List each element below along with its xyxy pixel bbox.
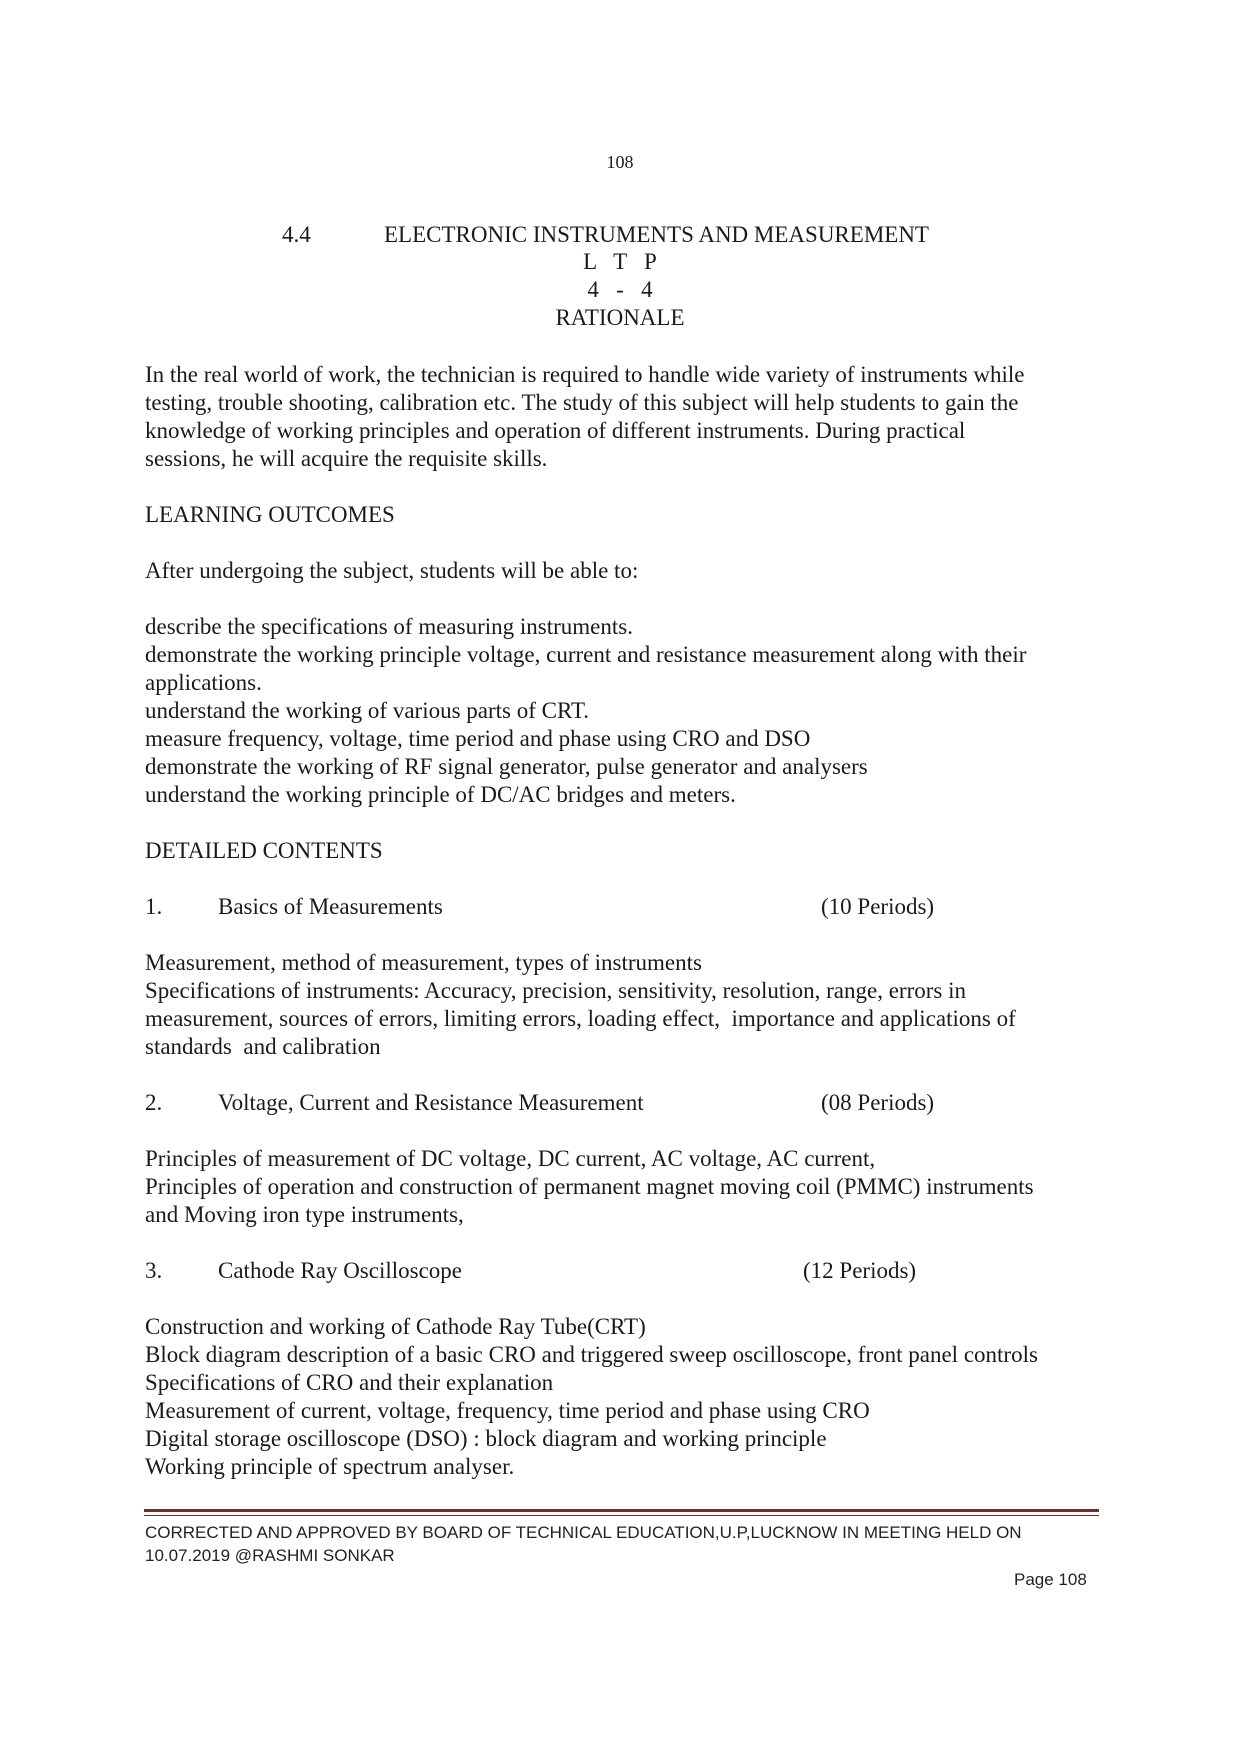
paragraph-line: testing, trouble shooting, calibration etc. The study of this subject will help students to gain the [145, 390, 1019, 415]
footer-rule-thin [144, 1515, 1099, 1516]
unit-line: Principles of measurement of DC voltage, DC current, AC voltage, AC current, [145, 1146, 876, 1171]
paragraph-line: In the real world of work, the technician is required to handle wide variety of instruments while [145, 362, 1025, 387]
detailed-contents-heading: DETAILED CONTENTS [145, 838, 383, 863]
unit-title: Basics of Measurements [218, 894, 443, 919]
footer-approval-line: CORRECTED AND APPROVED BY BOARD OF TECHNICAL EDUCATION,U.P,LUCKNOW IN MEETING HELD ON [145, 1523, 1022, 1542]
section-number: 4.4 [282, 222, 311, 247]
list-item: demonstrate the working principle voltage, current and resistance measurement along with their [145, 642, 1027, 667]
unit-line: Digital storage oscilloscope (DSO) : block diagram and working principle [145, 1426, 827, 1451]
unit-line: and Moving iron type instruments, [145, 1202, 464, 1227]
unit-title: Voltage, Current and Resistance Measurement [218, 1090, 644, 1115]
unit-line: Measurement of current, voltage, frequency, time period and phase using CRO [145, 1398, 870, 1423]
unit-line: Working principle of spectrum analyser. [145, 1454, 515, 1479]
unit-line: Block diagram description of a basic CRO and triggered sweep oscilloscope, front panel controls [145, 1342, 1038, 1367]
unit-periods: (08 Periods) [821, 1090, 935, 1115]
list-item: demonstrate the working of RF signal generator, pulse generator and analysers [145, 754, 868, 779]
unit-periods: (10 Periods) [821, 894, 935, 919]
list-item: measure frequency, voltage, time period and phase using CRO and DSO [145, 726, 811, 751]
unit-line: Specifications of CRO and their explanation [145, 1370, 554, 1395]
unit-number: 1. [145, 894, 163, 919]
list-item: applications. [145, 670, 262, 695]
list-item: understand the working of various parts of CRT. [145, 698, 590, 723]
list-item: describe the specifications of measuring instruments. [145, 614, 633, 639]
section-title: ELECTRONIC INSTRUMENTS AND MEASUREMENT [384, 222, 929, 247]
unit-line: Specifications of instruments: Accuracy, precision, sensitivity, resolution, range, errors in [145, 978, 966, 1003]
unit-line: measurement, sources of errors, limiting errors, loading effect, importance and applications of [145, 1006, 1016, 1031]
ltp-header: L T P [583, 249, 657, 274]
paragraph-line: knowledge of working principles and operation of different instruments. During practical [145, 418, 966, 443]
unit-line: Measurement, method of measurement, types of instruments [145, 950, 702, 975]
rationale-heading: RATIONALE [555, 305, 685, 330]
unit-line: Construction and working of Cathode Ray Tube(CRT) [145, 1314, 646, 1339]
learning-outcomes-heading: LEARNING OUTCOMES [145, 502, 395, 527]
unit-number: 2. [145, 1090, 163, 1115]
unit-periods: (12 Periods) [803, 1258, 917, 1283]
footer-page-label: Page 108 [1014, 1570, 1087, 1589]
learning-outcomes-intro: After undergoing the subject, students will be able to: [145, 558, 639, 583]
unit-line: standards and calibration [145, 1034, 381, 1059]
footer-approval-date: 10.07.2019 @RASHMI SONKAR [145, 1546, 395, 1565]
unit-title: Cathode Ray Oscilloscope [218, 1258, 463, 1283]
list-item: understand the working principle of DC/AC bridges and meters. [145, 782, 736, 807]
page-number: 108 [606, 152, 634, 172]
paragraph-line: sessions, he will acquire the requisite skills. [145, 446, 548, 471]
footer-rule-thick [144, 1509, 1099, 1512]
unit-number: 3. [145, 1258, 163, 1283]
ltp-values: 4 - 4 [587, 277, 653, 302]
unit-line: Principles of operation and construction of permanent magnet moving coil (PMMC) instruments [145, 1174, 1034, 1199]
